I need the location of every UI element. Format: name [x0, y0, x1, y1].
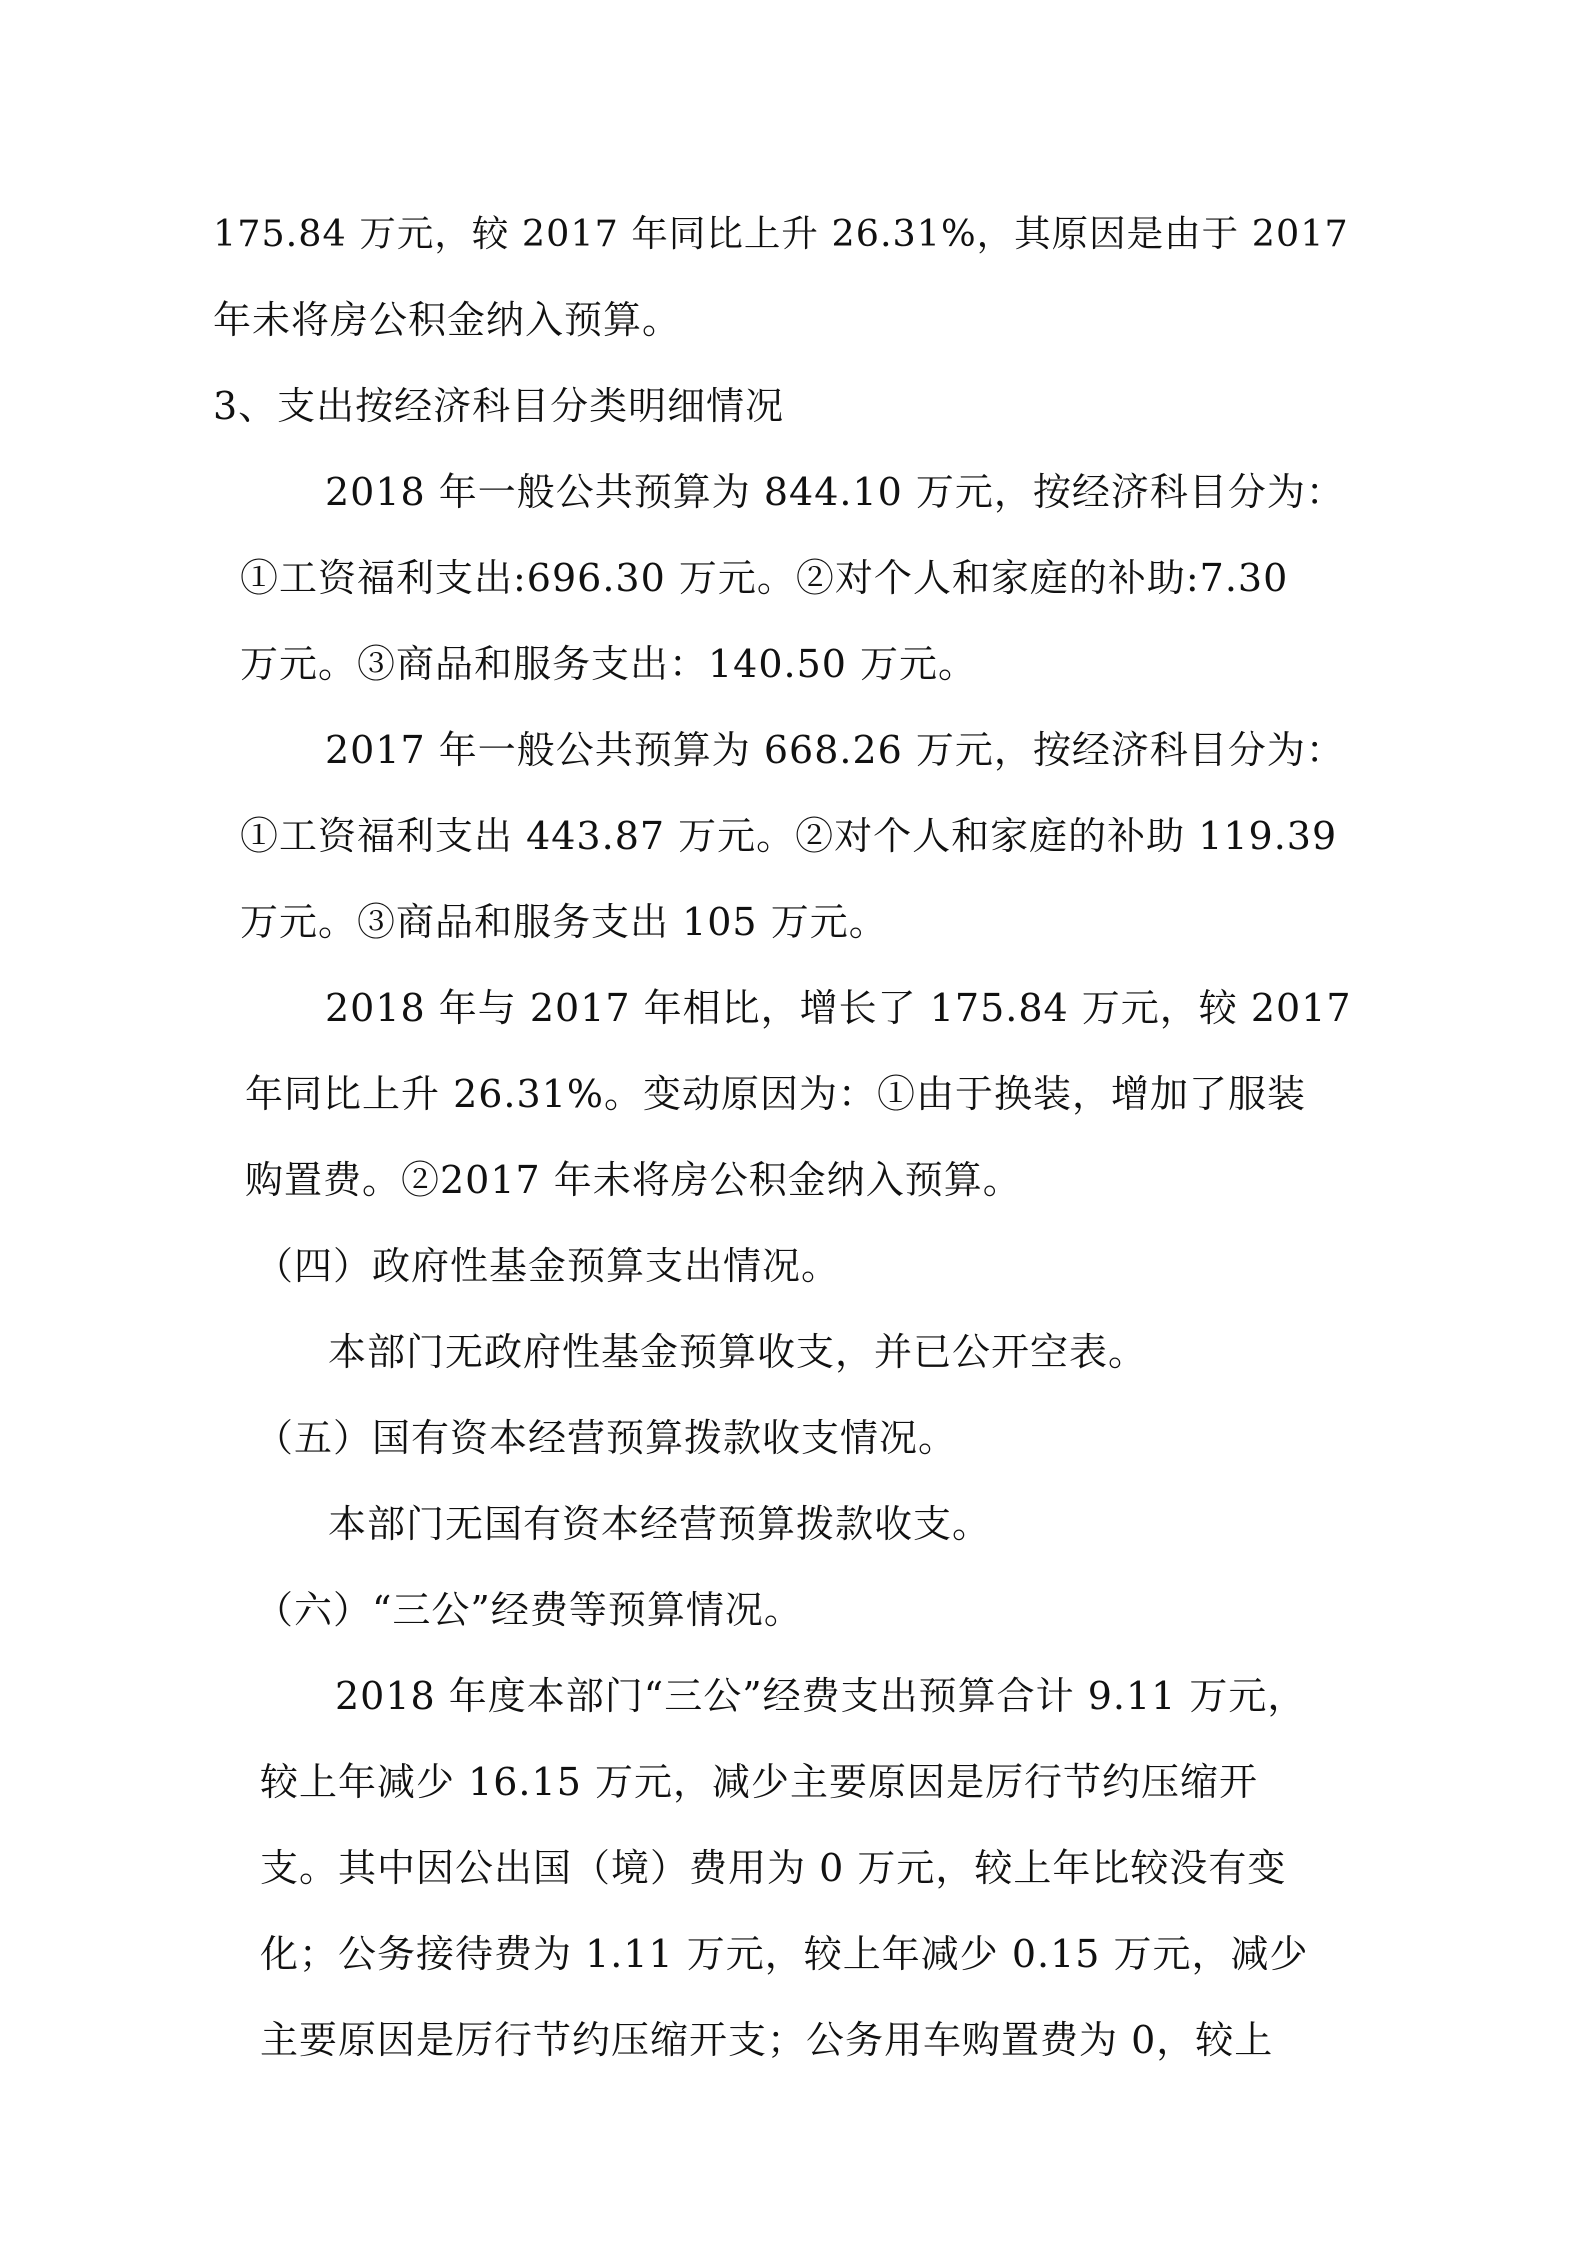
text-line-1: 175.84 万元，较 2017 年同比上升 26.31%，其原因是由于 2017 — [213, 212, 1349, 255]
text-line-7: 2017 年一般公共预算为 668.26 万元，按经济科目分为： — [325, 728, 1345, 772]
text-line-18: 2018 年度本部门“三公”经费支出预算合计 9.11 万元， — [335, 1674, 1307, 1718]
text-line-6: 万元。③商品和服务支出：140.50 万元。 — [240, 642, 978, 686]
text-line-21: 化；公务接待费为 1.11 万元，较上年减少 0.15 万元，减少 — [260, 1932, 1309, 1976]
section-heading-6: （六）“三公”经费等预算情况。 — [255, 1588, 803, 1632]
section-heading-3: 3、支出按经济科目分类明细情况 — [213, 384, 785, 428]
text-line-16: 本部门无国有资本经营预算拨款收支。 — [328, 1502, 992, 1546]
text-line-11: 年同比上升 26.31%。变动原因为：①由于换装，增加了服装 — [245, 1072, 1306, 1116]
text-line-9: 万元。③商品和服务支出 105 万元。 — [240, 900, 888, 944]
section-heading-5: （五）国有资本经营预算拨款收支情况。 — [255, 1416, 958, 1460]
text-line-14: 本部门无政府性基金预算收支，并已公开空表。 — [328, 1330, 1148, 1374]
text-line-12: 购置费。②2017 年未将房公积金纳入预算。 — [245, 1158, 1022, 1202]
text-line-2: 年未将房公积金纳入预算。 — [213, 298, 682, 342]
text-line-5: ①工资福利支出:696.30 万元。②对个人和家庭的补助:7.30 — [240, 556, 1289, 600]
text-line-20: 支。其中因公出国（境）费用为 0 万元，较上年比较没有变 — [260, 1846, 1287, 1890]
text-line-4: 2018 年一般公共预算为 844.10 万元，按经济科目分为： — [325, 470, 1345, 514]
text-line-10: 2018 年与 2017 年相比，增长了 175.84 万元，较 2017 — [325, 986, 1352, 1030]
text-line-8: ①工资福利支出 443.87 万元。②对个人和家庭的补助 119.39 — [240, 814, 1338, 858]
section-heading-4: （四）政府性基金预算支出情况。 — [255, 1244, 841, 1288]
text-line-22: 主要原因是厉行节约压缩开支；公务用车购置费为 0，较上 — [260, 2018, 1274, 2062]
text-line-19: 较上年减少 16.15 万元，减少主要原因是厉行节约压缩开 — [260, 1760, 1258, 1804]
